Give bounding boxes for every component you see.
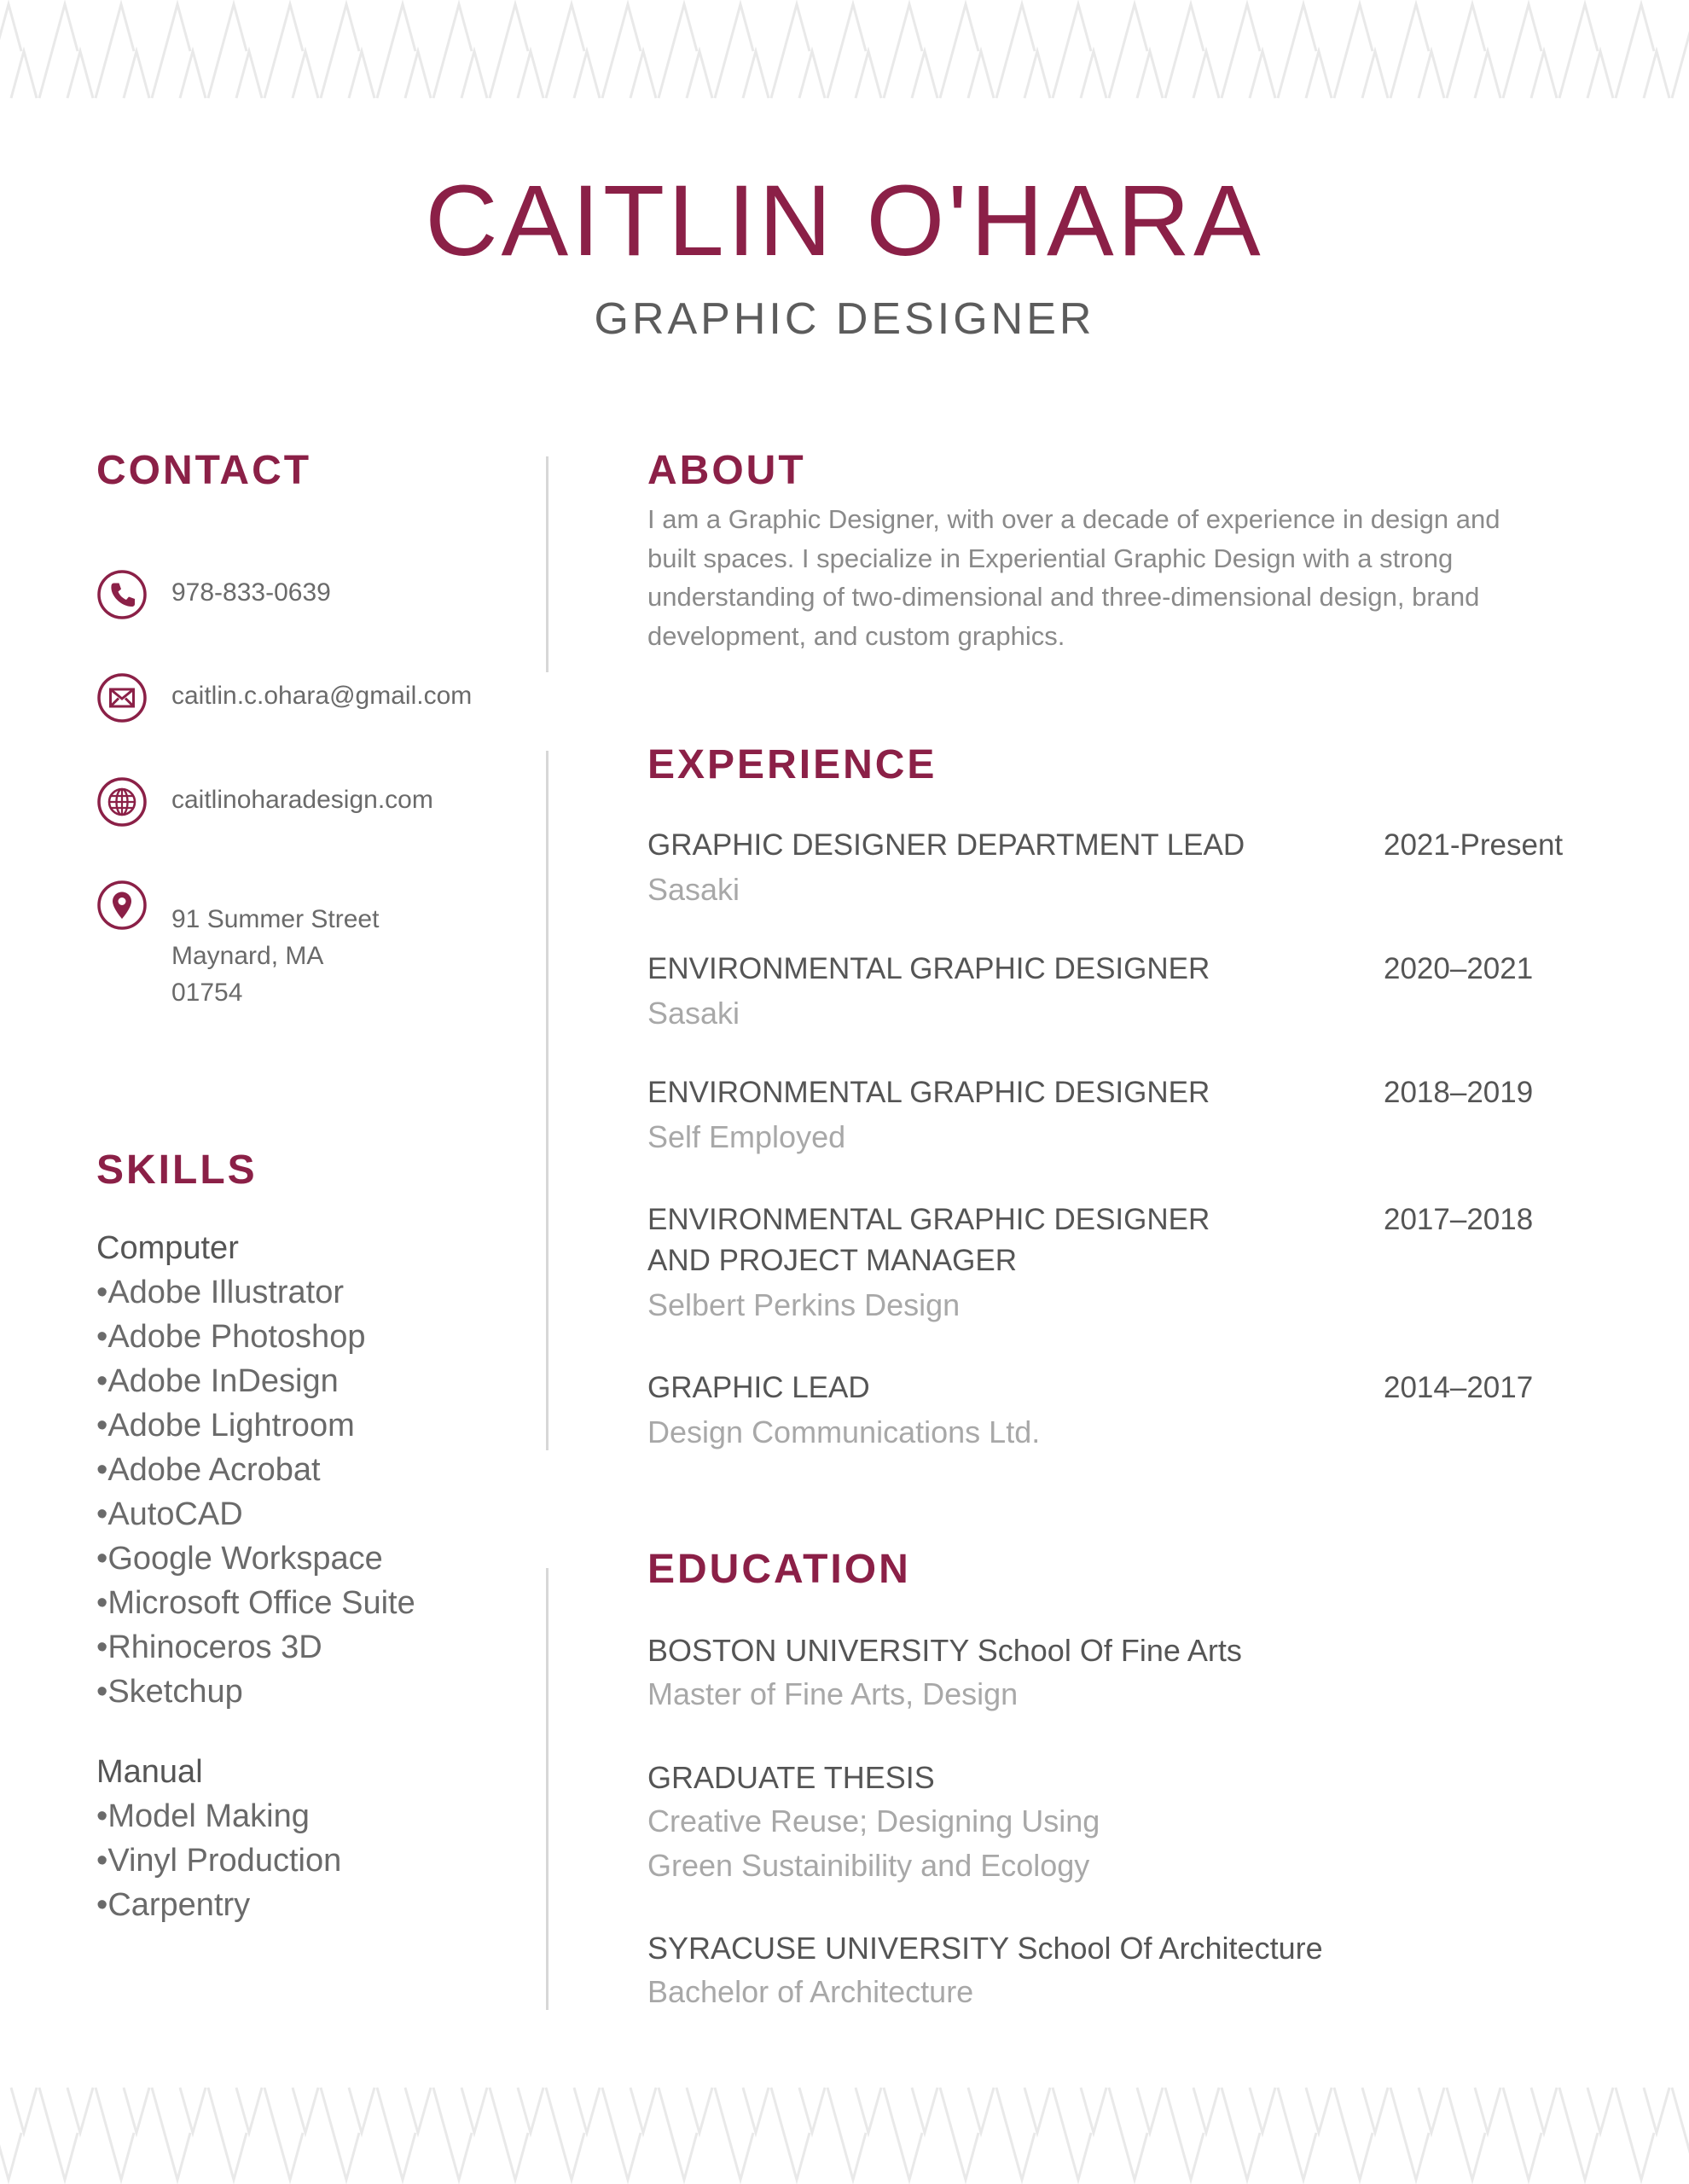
pattern-stroke	[39, 2088, 93, 2180]
pattern-stroke	[96, 4, 149, 98]
skill-item: • Adobe Acrobat	[96, 1448, 415, 1492]
pattern-stroke	[715, 4, 769, 98]
experience-dates: 2021-Present	[1384, 828, 1564, 862]
pattern-stroke	[1616, 2088, 1669, 2180]
skill-group-label: Computer	[96, 1230, 239, 1266]
skill-item: • Carpentry	[96, 1883, 341, 1927]
pattern-stroke	[208, 2088, 262, 2180]
experience-dates: 2018–2019	[1384, 1076, 1534, 1109]
experience-item	[647, 1368, 1586, 1455]
skill-item: • Vinyl Production	[96, 1838, 341, 1883]
address-text: 91 Summer Street Maynard, MA 01754	[171, 905, 380, 1007]
pattern-stroke	[264, 4, 318, 98]
pattern-stroke	[1222, 2088, 1275, 2180]
experience-heading: EXPERIENCE	[647, 742, 937, 787]
pattern-stroke	[1390, 4, 1444, 98]
phone-icon	[96, 569, 148, 620]
pattern-stroke	[433, 2088, 487, 2180]
experience-org: Sasaki	[647, 872, 740, 907]
pattern-stroke	[96, 2088, 149, 2180]
education-item	[647, 1629, 1586, 1716]
education-title: BOSTON UNIVERSITY School Of Fine Arts	[647, 1633, 1242, 1668]
website-link[interactable]: caitlinoharadesign.com	[171, 786, 433, 814]
education-detail: Creative Reuse; Designing Using Green Sustainibility and Ecology	[647, 1804, 1100, 1883]
pattern-stroke	[1053, 2088, 1106, 2180]
education-item	[647, 1757, 1586, 1888]
education-heading: EDUCATION	[647, 1547, 911, 1592]
experience-title: ENVIRONMENTAL GRAPHIC DESIGNER AND PROJECT MANAGER	[647, 1203, 1210, 1277]
experience-org: Sasaki	[647, 996, 740, 1031]
experience-org: Design Communications Ltd.	[647, 1414, 1041, 1449]
pattern-stroke	[1559, 4, 1613, 98]
bottom-pattern-band	[0, 2083, 1689, 2184]
experience-item	[647, 825, 1586, 912]
skill-group-manual	[96, 1750, 341, 1927]
skill-item: • Model Making	[96, 1794, 341, 1838]
education-detail: Master of Fine Arts, Design	[647, 1676, 1019, 1711]
pattern-stroke	[771, 4, 825, 98]
skill-item: • Sketchup	[96, 1670, 415, 1714]
location-pin-icon	[96, 880, 148, 931]
pattern-stroke	[602, 4, 656, 98]
pattern-stroke	[0, 2088, 37, 2180]
pattern-stroke	[1334, 4, 1388, 98]
pattern-stroke	[827, 4, 881, 98]
education-title: SYRACUSE UNIVERSITY School Of Architecture	[647, 1931, 1323, 1966]
experience-title: ENVIRONMENTAL GRAPHIC DESIGNER	[647, 952, 1210, 985]
pattern-stroke	[940, 4, 994, 98]
skill-item: • Microsoft Office Suite	[96, 1581, 415, 1625]
experience-dates: 2014–2017	[1384, 1371, 1534, 1404]
email-link[interactable]: caitlin.c.ohara@gmail.com	[171, 682, 473, 710]
pattern-stroke	[827, 2088, 881, 2180]
about-heading: ABOUT	[647, 448, 806, 493]
skill-group-computer	[96, 1226, 415, 1714]
pattern-stroke	[1447, 2088, 1500, 2180]
pattern-stroke	[940, 2088, 994, 2180]
skill-item: • AutoCAD	[96, 1492, 415, 1536]
education-item	[647, 1927, 1586, 2014]
divider-skills	[546, 1568, 548, 2010]
pattern-stroke	[546, 4, 600, 98]
pattern-stroke	[1222, 4, 1275, 98]
experience-dates: 2020–2021	[1384, 952, 1534, 985]
pattern-stroke	[602, 2088, 656, 2180]
pattern-stroke	[490, 2088, 543, 2180]
contact-website	[96, 776, 433, 828]
skill-item: • Adobe Photoshop	[96, 1315, 415, 1359]
divider-contact	[546, 456, 548, 672]
pattern-stroke	[1278, 2088, 1332, 2180]
pattern-stroke	[884, 2088, 937, 2180]
contact-heading: CONTACT	[96, 448, 312, 493]
globe-icon	[96, 776, 148, 828]
pattern-stroke	[996, 2088, 1050, 2180]
pattern-stroke	[1278, 4, 1332, 98]
pattern-stroke	[39, 4, 93, 98]
pattern-stroke	[1672, 2088, 1689, 2180]
pattern-stroke	[884, 4, 937, 98]
skill-item: • Adobe Lightroom	[96, 1403, 415, 1448]
pattern-stroke	[1616, 4, 1669, 98]
about-paragraph: I am a Graphic Designer, with over a decade of experience in design and built spaces. I specialize in Experiential Graphic Design with a strong understanding of two-dimensional and three-dimensional design, brand development, and custom graphics.	[647, 504, 1500, 651]
pattern-stroke	[1447, 4, 1500, 98]
contact-email	[96, 672, 472, 723]
pattern-stroke	[1559, 2088, 1613, 2180]
pattern-stroke	[659, 4, 712, 98]
skills-heading: SKILLS	[96, 1147, 258, 1193]
pattern-stroke	[1165, 2088, 1219, 2180]
pattern-stroke	[208, 4, 262, 98]
pattern-stroke	[321, 2088, 374, 2180]
pattern-stroke	[377, 4, 431, 98]
pattern-stroke	[1109, 2088, 1163, 2180]
experience-item	[647, 1072, 1586, 1159]
pattern-stroke	[771, 2088, 825, 2180]
pattern-stroke	[1503, 4, 1557, 98]
pattern-stroke	[715, 2088, 769, 2180]
skill-item: • Adobe Illustrator	[96, 1270, 415, 1315]
pattern-stroke	[996, 4, 1050, 98]
education-title: GRADUATE THESIS	[647, 1760, 935, 1795]
experience-title: ENVIRONMENTAL GRAPHIC DESIGNER	[647, 1076, 1210, 1109]
pattern-stroke	[1334, 2088, 1388, 2180]
pattern-stroke	[1503, 2088, 1557, 2180]
contact-address	[96, 880, 379, 1011]
email-icon	[96, 672, 148, 723]
experience-org: Selbert Perkins Design	[647, 1287, 961, 1322]
experience-item	[647, 949, 1586, 1036]
skill-item: • Rhinoceros 3D	[96, 1625, 415, 1670]
pattern-stroke	[433, 4, 487, 98]
pattern-stroke	[546, 2088, 600, 2180]
pattern-stroke	[659, 2088, 712, 2180]
divider-middle	[546, 751, 548, 1450]
skill-item: • Google Workspace	[96, 1536, 415, 1581]
page-title: CAITLIN O'HARA	[425, 165, 1264, 277]
pattern-stroke	[152, 2088, 206, 2180]
experience-org: Self Employed	[647, 1119, 846, 1154]
job-title: GRAPHIC DESIGNER	[594, 294, 1095, 344]
top-pattern-band	[0, 0, 1689, 101]
pattern-stroke	[1109, 4, 1163, 98]
skill-item: • Adobe InDesign	[96, 1359, 415, 1403]
pattern-stroke	[0, 4, 37, 98]
pattern-stroke	[1165, 4, 1219, 98]
pattern-stroke	[321, 4, 374, 98]
contact-phone	[96, 569, 331, 620]
pattern-stroke	[152, 4, 206, 98]
experience-title: GRAPHIC LEAD	[647, 1371, 870, 1404]
education-detail: Bachelor of Architecture	[647, 1974, 974, 2009]
skill-group-label: Manual	[96, 1754, 203, 1790]
experience-item	[647, 1199, 1586, 1327]
pattern-stroke	[490, 4, 543, 98]
phone-number[interactable]: 978-833-0639	[171, 578, 331, 607]
pattern-stroke	[1672, 4, 1689, 98]
pattern-stroke	[264, 2088, 318, 2180]
experience-dates: 2017–2018	[1384, 1203, 1534, 1236]
pattern-stroke	[1390, 2088, 1444, 2180]
pattern-stroke	[377, 2088, 431, 2180]
experience-title: GRAPHIC DESIGNER DEPARTMENT LEAD	[647, 828, 1245, 862]
pattern-stroke	[1053, 4, 1106, 98]
